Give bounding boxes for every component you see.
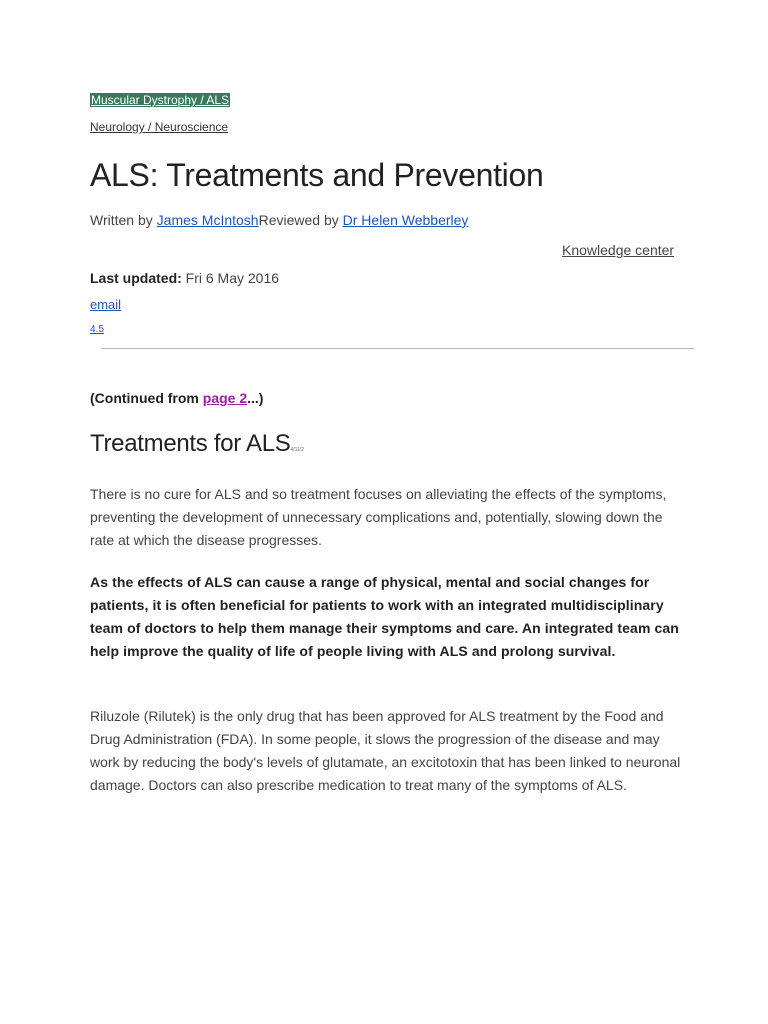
category-link-neurology-neuroscience[interactable]: Neurology / Neuroscience	[90, 120, 229, 134]
knowledge-center-link[interactable]: Knowledge center	[562, 242, 675, 258]
section-heading-text: Treatments for ALS	[90, 430, 291, 457]
email-link[interactable]: email	[90, 297, 122, 312]
section-heading-sup: 4/11/2	[290, 447, 304, 453]
divider	[101, 348, 694, 349]
page-title: ALS: Treatments and Prevention	[90, 157, 544, 193]
page-2-link[interactable]: page 2	[202, 390, 248, 406]
last-updated	[90, 269, 279, 287]
written-by-label: Written by	[90, 212, 157, 228]
rating-link[interactable]: 4.5	[90, 324, 104, 335]
continued-suffix: ...)	[247, 390, 264, 406]
author-link[interactable]: James McIntosh	[156, 212, 259, 228]
paragraph-riluzole: Riluzole (Rilutek) is the only drug that has been approved for ALS treatment by the Food and Drug Administration (FDA). In some people, it slows the progression of the disease and may work by reducing the body's levels of glutamate, an excitotoxin that has been linked to neuronal damage. Doctors can also prescribe medication to treat many of the symptoms of ALS.	[90, 708, 681, 793]
paragraph-intro: There is no cure for ALS and so treatment focuses on alleviating the effects of the symptoms, preventing the development of unnecessary complications and, potentially, slowing down the rate at which the disease progresses.	[90, 486, 667, 548]
reviewer-link[interactable]: Dr Helen Webberley	[342, 212, 469, 228]
continued-prefix: (Continued from	[90, 390, 203, 406]
continued-note	[90, 389, 263, 407]
paragraph-team-care: As the effects of ALS can cause a range of physical, mental and social changes for patients, it is often beneficial for patients to work with an integrated multidisciplinary team of doctors to help them manage their symptoms and care. An integrated team can help improve the quality of life of people living with ALS and prolong survival.	[90, 574, 679, 659]
last-updated-label: Last updated:	[90, 270, 182, 286]
reviewed-by-label: Reviewed by	[258, 212, 343, 228]
last-updated-value: Fri 6 May 2016	[181, 270, 280, 286]
category-link-muscular-dystrophy-als[interactable]: Muscular Dystrophy / ALS	[91, 93, 230, 107]
section-heading	[90, 429, 304, 459]
byline	[90, 211, 468, 229]
